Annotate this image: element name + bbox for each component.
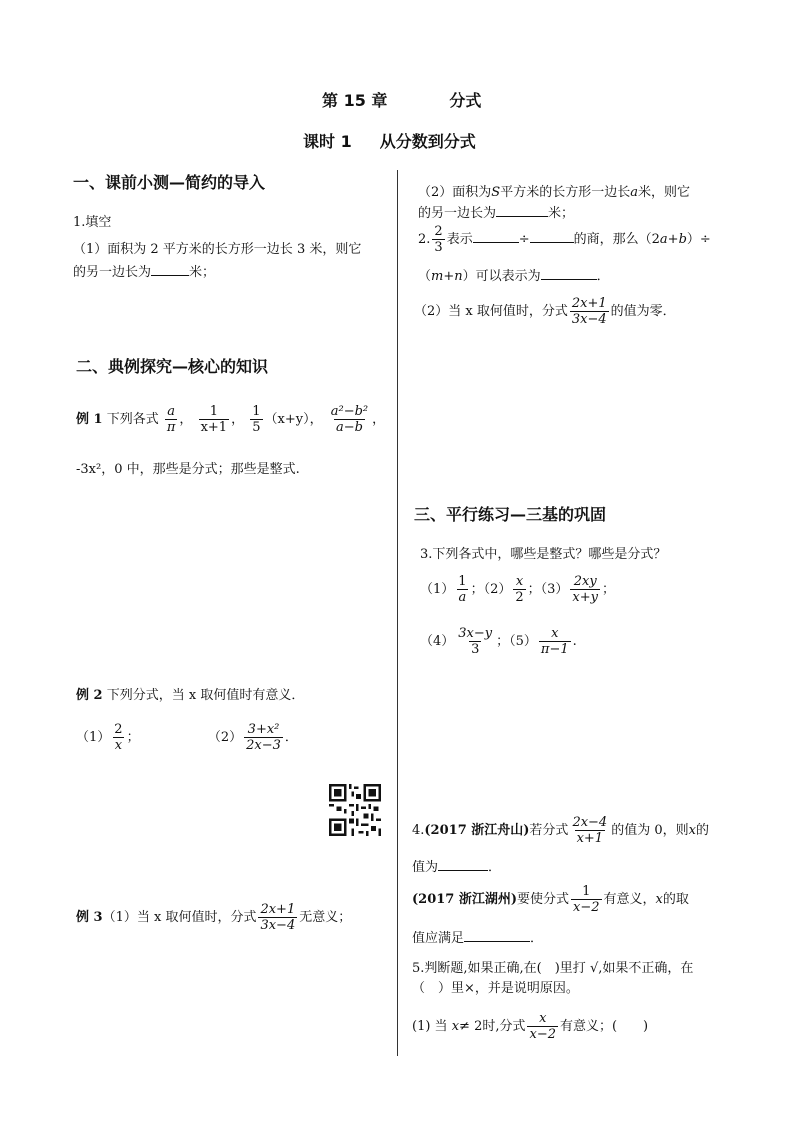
example-2: 例 2 下列分式，当 x 取何值时有意义． xyxy=(76,688,305,703)
section-1-title: 一、课前小测—简约的导入 xyxy=(73,173,266,192)
section-3-title: 三、平行练习—三基的巩固 xyxy=(414,505,607,524)
example-3: 例 3（1）当 x 取何值时，分式 $\frac{2x+1}{3x-4}$ 无意义； xyxy=(76,902,352,933)
q4: 4.(2017 浙江舟山)若分式 $\frac{2x-4}{x+1}$ 的值为 0，则x的 xyxy=(412,815,709,846)
q1-2-line2: 的另一边长为 米； xyxy=(418,206,575,221)
example-1-line2: -3x²，0 中，那些是分式；那些是整式. xyxy=(76,462,300,477)
answer-blank[interactable] xyxy=(541,279,597,280)
q1-1-line2: 的另一边长为 米； xyxy=(73,265,216,280)
qr-code-icon xyxy=(329,784,381,836)
q4-line2: 值为 ． xyxy=(412,860,502,875)
answer-blank[interactable] xyxy=(464,941,530,942)
fraction-1-over-5: $\frac{1}{5}$ xyxy=(252,404,261,435)
fraction-1-over-x-2: $\frac{1}{x-2}$ xyxy=(573,884,600,915)
fraction-a-over-pi: $\frac{a}{\pi}$ xyxy=(166,404,176,435)
q5-line1: 5.判断题,如果正确,在( )里打 √,如果不正确，在 xyxy=(412,961,694,976)
answer-blank[interactable] xyxy=(438,870,488,871)
answer-blank[interactable] xyxy=(473,242,519,243)
chapter-topic: 分式 xyxy=(449,91,482,110)
q4b-line2: 值应满足 ． xyxy=(412,931,544,946)
q1-2-line1: （2）面积为S平方米的长方形一边长a米，则它 xyxy=(418,185,690,200)
fraction-2-over-3: $\frac{2}{3}$ xyxy=(434,224,443,255)
q-zero-value: （2）当 x 取何值时，分式 $\frac{2x+1}{3x-4}$ 的值为零． xyxy=(414,296,676,327)
q3-items-row1: （1） $\frac{1}{a}$ ；（2） $\frac{x}{2}$ ；（3） $\frac{2xy}{x+y}$ ； xyxy=(420,574,615,605)
example-2-items: （1） $\frac{2}{x}$ ； （2） $\frac{\text{3+x²}}{2x-3}$ ． xyxy=(76,722,298,753)
q2-line2: （m+n）可以表示为 ． xyxy=(418,269,610,284)
fraction-x-over-x-2: $\frac{x}{x-2}$ xyxy=(529,1011,556,1042)
lesson-heading xyxy=(303,129,476,152)
column-divider xyxy=(397,170,398,1056)
fraction-1-over-x-plus-1: $\frac{1}{x+1}$ xyxy=(200,404,228,435)
fraction-2-over-x: $\frac{2}{x}$ xyxy=(114,722,123,753)
chapter-number: 第 15 章 xyxy=(322,91,388,110)
answer-blank[interactable] xyxy=(530,242,574,243)
fraction-1-over-a: $\frac{1}{a}$ xyxy=(458,574,467,605)
answer-blank[interactable] xyxy=(496,216,548,217)
fraction-x-over-pi-1: $\frac{x}{\pi-1}$ xyxy=(540,626,569,657)
lesson-number: 课时 1 xyxy=(303,132,352,151)
source-tag: (2017 浙江湖州) xyxy=(412,892,518,907)
q4b: (2017 浙江湖州)要使分式 $\frac{1}{x-2}$ 有意义，x的取 xyxy=(412,884,689,915)
answer-blank[interactable] xyxy=(151,275,189,276)
q2-line1: 2. $\frac{2}{3}$ 表示 ÷ 的商，那么（2a+b）÷ xyxy=(418,224,711,255)
q3-items-row2: （4） $\frac{3x-y}{3}$ ；（5） $\frac{x}{\pi-1}$ . xyxy=(420,626,577,657)
q1-1-line1: （1）面积为 2 平方米的长方形一边长 3 米，则它 xyxy=(73,242,362,257)
q1-label: 1.填空 xyxy=(73,215,112,230)
fraction-3-plus-x2-over-2x-3: $\frac{\text{3+x²}}{2x-3}$ xyxy=(246,722,281,753)
fraction-a2-b2-over-a-b: $\frac{\text{a²−b²}}{a-b}$ xyxy=(330,404,369,435)
fraction-2x-plus-1-over-3x-4: $\frac{2x+1}{3x-4}$ xyxy=(571,296,607,327)
fraction-3x-y-over-3: $\frac{3x-y}{3}$ xyxy=(458,626,493,657)
fraction-x-over-2: $\frac{x}{2}$ xyxy=(515,574,524,605)
example-1: 例 1 下列各式 $\frac{a}{\pi}$ ， $\frac{1}{x+1}$ ， $\frac{1}{5}$ （x+y）， $\frac{\text{a²−b²}}{a-b}$ ， xyxy=(76,404,386,435)
fraction-2x-plus-1-over-3x-4: $\frac{2x+1}{3x-4}$ xyxy=(260,902,296,933)
lesson-topic: 从分数到分式 xyxy=(379,132,476,151)
source-tag: (2017 浙江舟山) xyxy=(424,823,530,838)
q3-label: 3.下列各式中，哪些是整式？哪些是分式？ xyxy=(420,547,667,562)
chapter-heading xyxy=(322,88,481,111)
example-2-label: 例 2 xyxy=(76,688,103,703)
example-1-label: 例 1 xyxy=(76,412,103,427)
example-3-label: 例 3 xyxy=(76,910,103,925)
q5-line2: （ ）里×，并是说明原因。 xyxy=(412,981,579,996)
section-2-title: 二、典例探究—核心的知识 xyxy=(76,357,269,376)
fraction-2x-4-over-x-1: $\frac{2x-4}{x+1}$ xyxy=(572,815,608,846)
q5-1: (1) 当 x≠ 2时,分式 $\frac{x}{x-2}$ 有意义；( ) xyxy=(412,1011,649,1042)
fraction-2xy-over-x-plus-y: $\frac{2xy}{x+y}$ xyxy=(572,574,598,605)
